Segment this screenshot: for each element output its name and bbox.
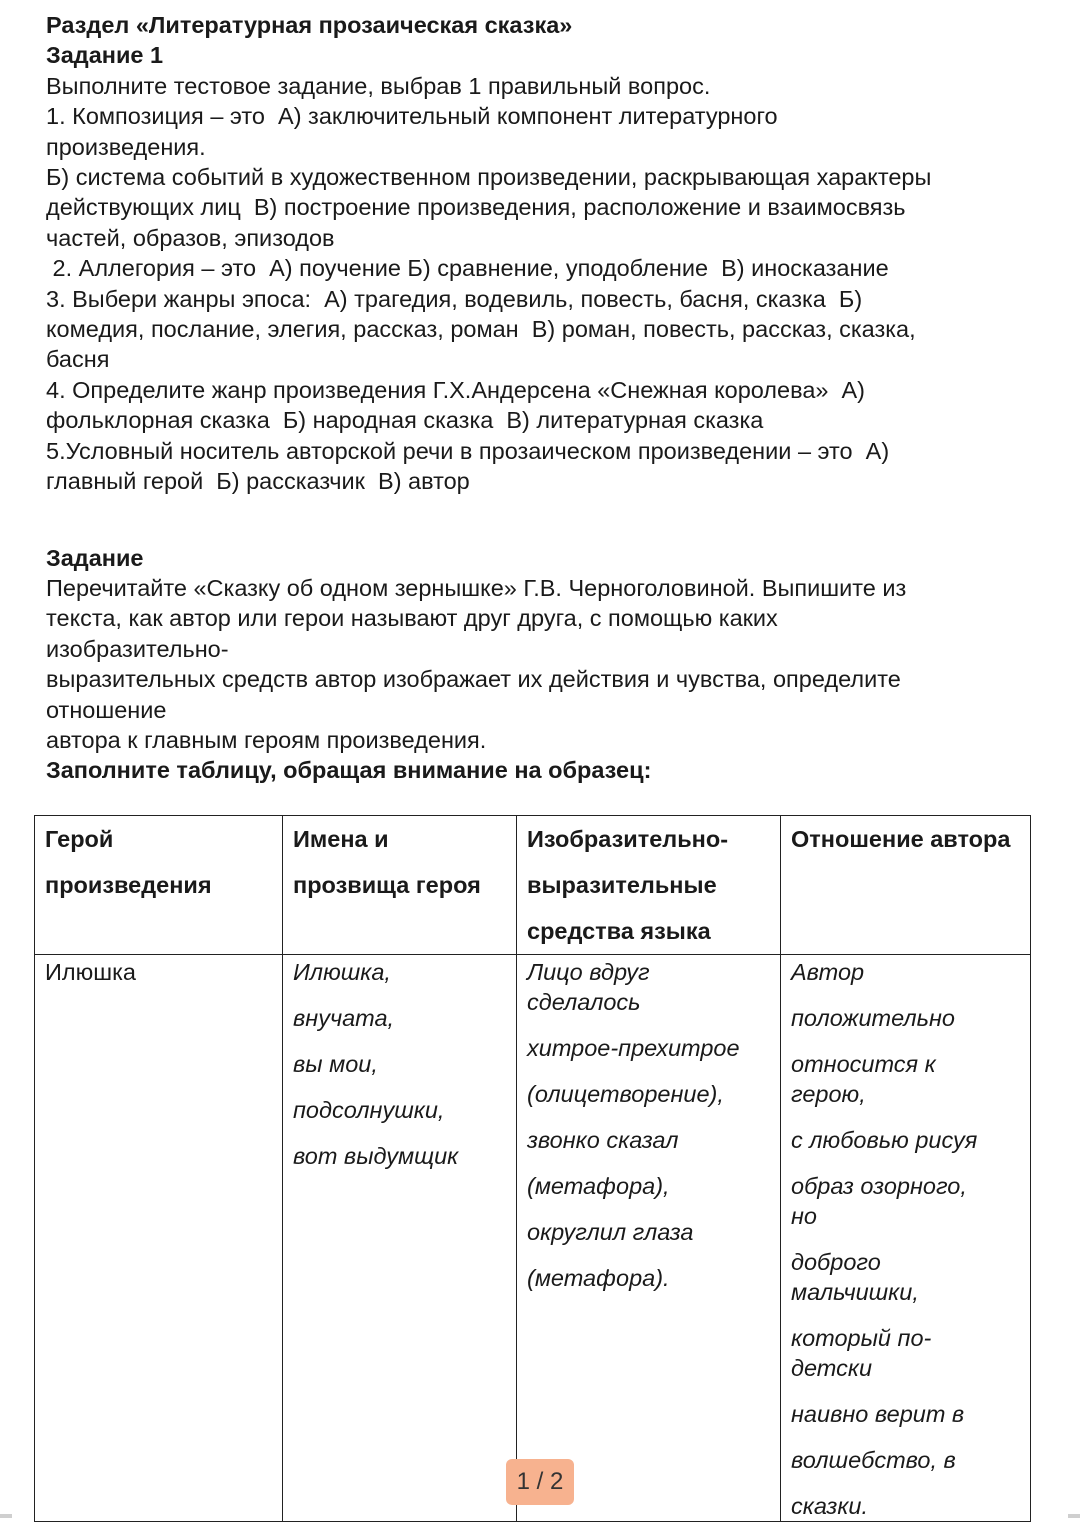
cell-text: образ озорного,	[791, 1173, 967, 1199]
cell-attitude	[781, 955, 1031, 1522]
cell-text: вы мои,	[293, 1051, 378, 1077]
edge-mark	[1068, 1514, 1080, 1518]
hero-table	[34, 815, 1031, 1522]
header-text: выразительные	[527, 872, 717, 898]
cell-text: относится к	[791, 1051, 936, 1077]
header-attitude	[781, 816, 1031, 955]
header-text: Герой	[45, 826, 114, 852]
cell-text: звонко сказал	[527, 1127, 679, 1153]
cell-names	[283, 955, 517, 1522]
task1-line: комедия, послание, элегия, рассказ, роман В) роман, повесть, рассказ, сказка,	[46, 316, 916, 343]
cell-hero	[35, 955, 283, 1522]
task1-line: действующих лиц В) построение произведения, расположение и взаимосвязь	[46, 194, 906, 221]
cell-text: Лицо вдруг	[527, 959, 650, 985]
cell-text: сказки.	[791, 1493, 869, 1519]
cell-text: сделалось	[527, 989, 641, 1015]
task1-line: Б) система событий в художественном произведении, раскрывающая характеры	[46, 164, 932, 191]
cell-text: округлил глаза	[527, 1219, 694, 1245]
spacer	[46, 497, 1046, 543]
cell-text: (метафора).	[527, 1265, 670, 1291]
task1-title: Задание 1	[46, 42, 164, 69]
header-text: произведения	[45, 872, 212, 898]
edge-mark	[0, 1514, 12, 1518]
task2-line: изобразительно-	[46, 635, 229, 662]
header-text: прозвища героя	[293, 872, 481, 898]
document-text	[46, 10, 1046, 786]
cell-text: положительно	[791, 1005, 956, 1031]
task1-line: 4. Определите жанр произведения Г.Х.Андерсена «Снежная королева» А)	[46, 376, 866, 403]
task2-line: автора к главным героям произведения.	[46, 726, 487, 753]
cell-text: детски	[791, 1355, 873, 1381]
task2-line: текста, как автор или герои называют друг друга, с помощью каких	[46, 605, 778, 632]
task2-line: отношение	[46, 696, 167, 723]
task1-line: частей, образов, эпизодов	[46, 224, 335, 251]
cell-text: хитрое-прехитрое	[527, 1035, 740, 1061]
task2-line: выразительных средств автор изображает их действия и чувства, определите	[46, 666, 901, 693]
cell-text: но	[791, 1203, 818, 1229]
task1-line: главный герой Б) рассказчик В) автор	[46, 468, 470, 495]
cell-text: (метафора),	[527, 1173, 670, 1199]
cell-text: Автор	[791, 959, 865, 985]
task1-line: 1. Композиция – это А) заключительный компонент литературного	[46, 103, 778, 130]
table-header-row	[35, 816, 1031, 955]
task2-line: Перечитайте «Сказку об одном зернышке» Г.В. Черноголовиной. Выпишите из	[46, 574, 907, 601]
task1-intro: Выполните тестовое задание, выбрав 1 правильный вопрос.	[46, 72, 711, 99]
task1-line: басня	[46, 346, 110, 373]
cell-text: герою,	[791, 1081, 866, 1107]
task1-line: 2. Аллегория – это А) поучение Б) сравнение, уподобление В) иносказание	[46, 255, 889, 282]
header-text: Отношение автора	[791, 826, 1011, 852]
task2-title: Задание	[46, 544, 144, 571]
table-row	[35, 955, 1031, 1522]
cell-text: вот выдумщик	[293, 1143, 459, 1169]
cell-text: волшебство, в	[791, 1447, 956, 1473]
task1-line: фольклорная сказка Б) народная сказка В) литературная сказка	[46, 407, 764, 434]
task1-line: 3. Выбери жанры эпоса: А) трагедия, водевиль, повесть, басня, сказка Б)	[46, 285, 863, 312]
header-hero	[35, 816, 283, 955]
cell-text: подсолнушки,	[293, 1097, 445, 1123]
cell-means	[517, 955, 781, 1522]
header-means	[517, 816, 781, 955]
header-text: Изобразительно-	[527, 826, 729, 852]
task1-line: произведения.	[46, 133, 206, 160]
cell-text: который по-	[791, 1325, 932, 1351]
cell-text: с любовью рисуя	[791, 1127, 978, 1153]
page-indicator[interactable]: 1 / 2	[506, 1459, 574, 1505]
cell-text: (олицетворение),	[527, 1081, 724, 1107]
cell-text: наивно верит в	[791, 1401, 965, 1427]
header-text: средства языка	[527, 918, 711, 944]
cell-text: Илюшка	[45, 959, 136, 985]
section-title: Раздел «Литературная прозаическая сказка»	[46, 12, 573, 38]
header-names	[283, 816, 517, 955]
header-text: Имена и	[293, 826, 389, 852]
cell-text: мальчишки,	[791, 1279, 919, 1305]
cell-text: внучата,	[293, 1005, 395, 1031]
cell-text: доброго	[791, 1249, 881, 1275]
cell-text: Илюшка,	[293, 959, 391, 985]
task1-line: 5.Условный носитель авторской речи в прозаическом произведении – это А)	[46, 437, 890, 464]
task2-instruction: Заполните таблицу, обращая внимание на образец:	[46, 757, 652, 784]
